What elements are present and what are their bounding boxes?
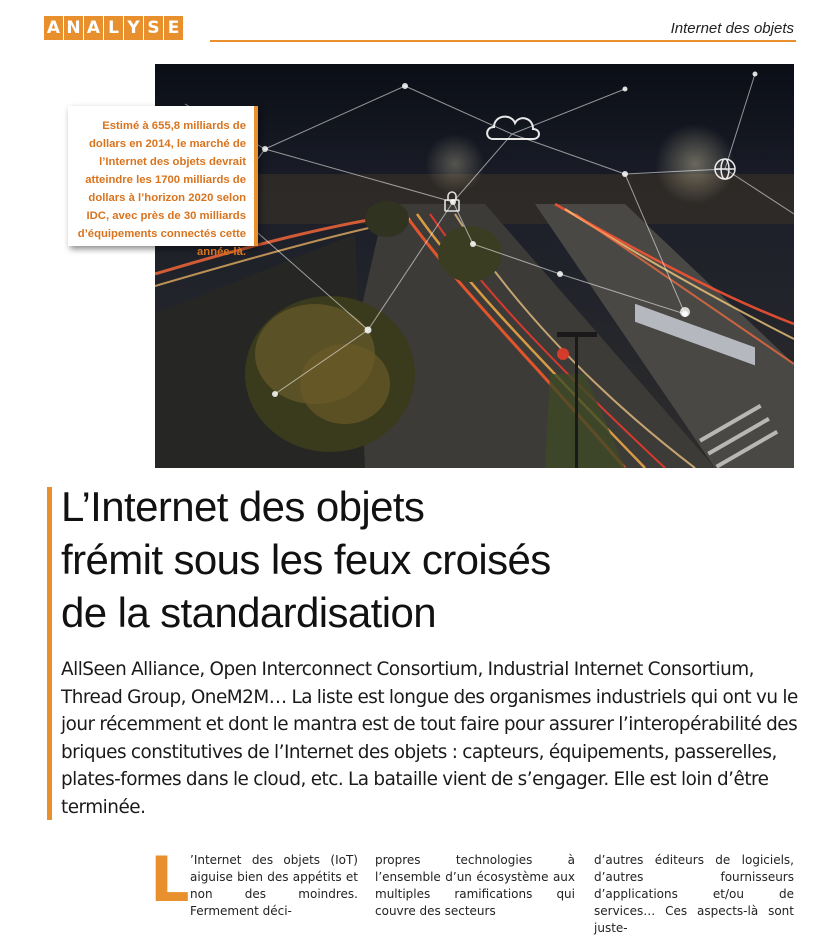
rubric-letter: L <box>104 16 123 40</box>
rubric-letter: E <box>164 16 183 40</box>
article-title <box>61 480 801 639</box>
rubric-label <box>44 16 184 42</box>
title-line: L’Internet des objets <box>61 483 425 530</box>
body-column-2: propres technologies à l’ensemble d’un écosystème aux multiples ramifications qui couvre des secteurs <box>375 853 575 918</box>
photo-caption-text: Estimé à 655,8 milliards de dollars en 2014, le marché de l’Internet des objets devrait atteindre les 1700 milliards de dollars à l’horizon 2020 selon IDC, avec près de 30 milliards d’équipements connectés cette année-là. <box>77 120 246 258</box>
rubric-letter: N <box>64 16 83 40</box>
title-accent-bar <box>47 487 52 820</box>
title-line: de la standardisation <box>61 589 436 636</box>
title-line: frémit sous les feux croisés <box>61 536 551 583</box>
rubric-letter: S <box>144 16 163 40</box>
rubric-letter: A <box>44 16 63 40</box>
article-lead: AllSeen Alliance, Open Interconnect Consortium, Industrial Internet Consortium, Thread Group, OneM2M… La liste est longue des organismes industriels qui ont vu le jour récemment et dont le mantra est de tout faire pour assurer l’interopérabilité des briques constitutives de l’Internet des objets : capteurs, équipements, passerelles, plates-formes dans le cloud, etc. La bataille vient de s’engager. Elle est loin d’être terminée. <box>61 659 798 818</box>
photo-caption <box>68 106 258 258</box>
body-column-3: d’autres éditeurs de logiciels, d’autres fournisseurs d’applications et/ou de services… Ces aspects-là sont juste- <box>594 853 794 935</box>
header-rule <box>210 40 796 42</box>
network-node-icon <box>680 307 690 317</box>
body-column-1: ’Internet des objets (IoT) aiguise bien des appétits et non des moindres. Fermement déci- <box>190 853 358 918</box>
drop-cap: L <box>150 843 190 916</box>
section-name: Internet des objets <box>670 20 794 37</box>
rubric-letter: Y <box>124 16 143 40</box>
rubric-letter: A <box>84 16 103 40</box>
